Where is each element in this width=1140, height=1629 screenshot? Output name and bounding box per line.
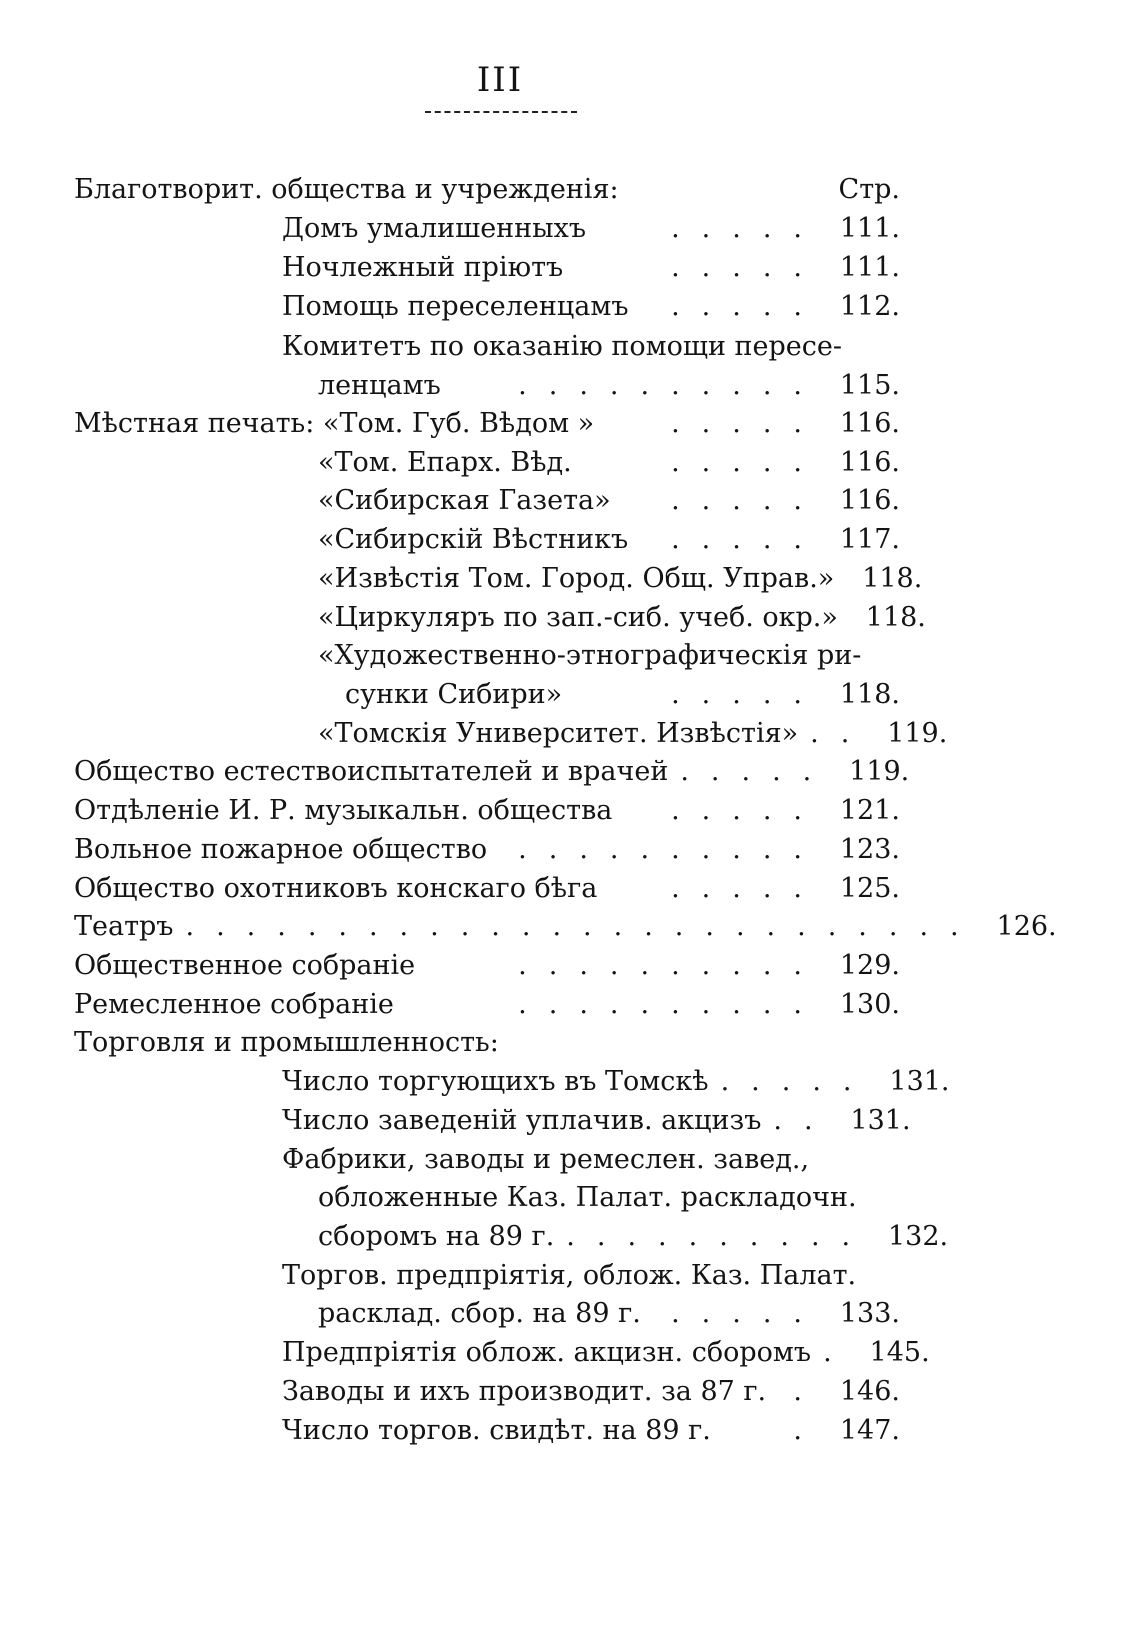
leader-dots: ..... [671,795,824,826]
toc-entry-page: 111. [839,252,900,283]
toc-entry-text: Фабрики, заводы и ремеслен. завед., [282,1144,810,1175]
toc-entry-text: Благотворит. общества и учрежденія: [74,174,619,205]
toc-entry-page: 146. [839,1376,900,1407]
leader-dots: .. [773,1105,835,1136]
leader-dots: ..... [671,447,824,478]
toc-entry-text: расклад. сбор. на 89 г. [318,1298,641,1329]
leader-dots: .......... [518,989,824,1020]
toc-entry-text: Заводы и ихъ производит. за 87 г. [282,1376,767,1407]
toc-entry-page: 118. [865,602,926,633]
toc-entry-text: Число торгующихъ въ Томскѣ [282,1066,709,1097]
toc-line [74,406,900,442]
toc-entry-text: Вольное пожарное общество [74,834,488,865]
toc-entry-page: 116. [839,447,900,478]
toc-entry-page: 119. [887,718,948,749]
toc-entry-page: 126. [996,911,1057,942]
toc-entry-page: 116. [839,408,900,439]
leader-dots: ..... [671,252,824,283]
toc-line [282,1335,930,1371]
toc-line [282,289,900,325]
leader-dots: ..... [671,213,824,244]
toc-line [74,832,900,868]
leader-dots: ..... [671,291,824,322]
toc-line [282,1142,900,1178]
leader-dots: . [823,1337,854,1368]
toc-line [318,638,900,674]
toc-line [74,909,1057,945]
leader-dots: ..... [671,679,824,710]
toc-line [282,329,900,365]
toc-entry-page: 147. [839,1415,900,1446]
toc-line [74,793,900,829]
toc-entry-page: 145. [869,1337,930,1368]
toc-entry-text: Театръ [74,911,174,942]
toc-entry-text: Общество естествоиспытателей и врачей [74,756,669,787]
toc-line [318,1296,900,1332]
leader-dots: . [793,1415,824,1446]
toc-entry-page: 132. [887,1221,949,1252]
toc-entry-text: «Извѣстія Том. Город. Общ. Управ.» [318,563,835,594]
toc-entry-text: «Художественно-этнографическія ри- [318,640,862,671]
leader-dots: . [793,1376,824,1407]
toc-line [318,1219,949,1255]
toc-entry-text: Число заведеній уплачив. акцизъ [282,1105,762,1136]
toc-entry-page: 118. [862,563,923,594]
toc-line [74,1025,900,1061]
leader-dots: ..... [680,756,834,787]
toc-entry-page: 112. [839,291,900,322]
toc-entry-text: «Том. Епарх. Вѣд. [318,447,572,478]
toc-entry-text: Ночлежный пріютъ [282,252,564,283]
toc-line [318,561,923,597]
toc-entry-text: обложенные Каз. Палат. раскладочн. [318,1182,857,1213]
leader-dots: ..... [671,1298,824,1329]
toc-line [282,250,900,286]
toc-line [318,483,900,519]
toc-entry-page: 111. [839,213,900,244]
toc-line [282,1103,911,1139]
toc-entry-page: 119. [849,756,910,787]
leader-dots: ..... [720,1066,874,1097]
toc-entry-page: 125. [839,873,900,904]
toc-entry-page: 115. [839,370,900,401]
header-rule [425,111,577,113]
leader-dots: .......... [518,950,824,981]
toc-line [318,522,900,558]
leader-dots: ..... [671,524,824,555]
toc-line [318,368,900,404]
toc-line [74,754,910,790]
column-header-page: Стр. [838,174,900,205]
toc-line [318,1180,900,1216]
leader-dots: ..... [671,408,824,439]
toc-entry-text: Комитетъ по оказанію помощи пересе- [282,331,843,362]
toc-entry-page: 129. [839,950,900,981]
toc-entry-text: «Сибирскій Вѣстникъ [318,524,629,555]
toc-line [74,871,900,907]
toc-entry-text: Отдѣленіе И. Р. музыкальн. общества [74,795,613,826]
toc-entry-text: «Сибирская Газета» [318,485,611,516]
leader-dots: .. [810,718,872,749]
page-number: III [476,60,524,100]
toc-entry-text: Торгов. предпріятія, облож. Каз. Палат. [282,1260,857,1291]
leader-dots: ..... [671,485,824,516]
toc-entry-page: 130. [839,989,900,1020]
toc-entry-text: «Томскія Университет. Извѣстія» [318,718,799,749]
toc-line [318,716,948,752]
toc-entry-text: Домъ умалишенныхъ [282,213,587,244]
toc-entry-text: Мѣстная печать: «Том. Губ. Вѣдом » [74,408,595,439]
toc-line [318,445,900,481]
toc-entry-text: Число торгов. свидѣт. на 89 г. [282,1415,711,1446]
toc-line [282,1064,950,1100]
leader-dots: .......... [518,370,824,401]
toc-line [282,1413,900,1449]
toc-line [282,211,900,247]
toc-line [74,172,900,208]
toc-entry-page: 116. [839,485,900,516]
toc-entry-text: Торговля и промышленность: [74,1027,499,1058]
toc-line [74,948,900,984]
toc-line [74,987,900,1023]
toc-entry-page: 131. [850,1105,911,1136]
leader-dots: ..... [671,873,824,904]
toc-entry-page: 117. [839,524,900,555]
toc-entry-text: сунки Сибири» [345,679,563,710]
toc-line [282,1374,900,1410]
toc-entry-page: 131. [889,1066,950,1097]
toc-line [318,600,926,636]
toc-entry-text: Предпріятія облож. акцизн. сборомъ [282,1337,812,1368]
toc-line [345,677,900,713]
toc-entry-text: Общество охотниковъ конскаго бѣга [74,873,598,904]
toc-entry-page: 123. [839,834,900,865]
toc-entry-text: «Циркуляръ по зап.-сиб. учеб. окр.» [318,602,838,633]
toc-entry-page: 133. [839,1298,900,1329]
toc-entry-text: Общественное собраніе [74,950,416,981]
leader-dots: .......... [566,1221,873,1252]
toc-line [282,1258,900,1294]
toc-entry-text: ленцамъ [318,370,441,401]
toc-entry-page: 121. [839,795,900,826]
toc-entry-page: 118. [839,679,900,710]
toc-entry-text: Помощь переселенцамъ [282,291,629,322]
toc-entry-text: сборомъ на 89 г. [318,1221,555,1252]
toc-entry-text: Ремесленное собраніе [74,989,394,1020]
leader-dots: .......... [518,834,824,865]
leader-dots: .......................... [185,911,981,942]
